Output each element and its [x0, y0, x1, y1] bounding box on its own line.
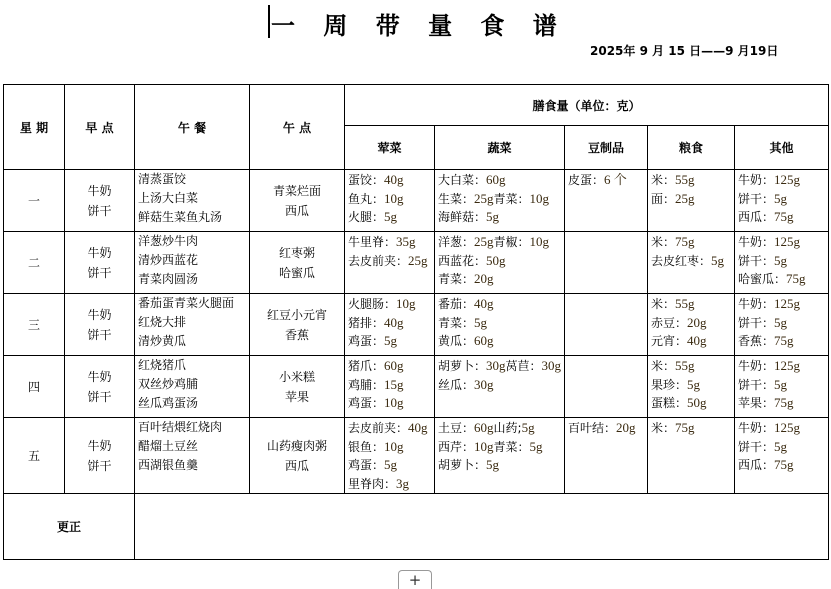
meat-amount-cell — [345, 418, 435, 494]
food-name: 青椒： — [493, 235, 530, 249]
table-row — [4, 232, 829, 294]
breakfast-cell-line: 饼干 — [87, 327, 112, 342]
grain-amount-line — [651, 332, 734, 351]
meat-amount-line — [348, 233, 434, 252]
other-amount-line — [738, 357, 828, 376]
lunch-cell — [135, 356, 250, 418]
food-quantity: 15g — [384, 376, 404, 392]
snack-cell-line: 小米糕 — [278, 369, 315, 384]
food-quantity: 75g — [786, 271, 806, 286]
lunch-cell-line: 上汤大白菜 — [138, 191, 199, 205]
header-snack: 午 点 — [250, 85, 345, 170]
vegetable-amount-line — [438, 438, 564, 457]
food-name: 鸡蛋： — [348, 396, 385, 410]
food-name: 胡萝卜： — [438, 458, 487, 472]
grain-amount-line — [651, 314, 734, 333]
food-quantity: 40g — [384, 314, 404, 330]
snack-cell-line: 苹果 — [284, 389, 309, 404]
lunch-cell-line: 丝瓜鸡蛋汤 — [138, 396, 199, 410]
food-quantity: 10g — [396, 296, 416, 311]
food-quantity: 5g — [774, 252, 788, 268]
food-quantity: 5g — [486, 209, 500, 224]
breakfast-cell-line: 牛奶 — [87, 307, 112, 322]
food-quantity: 25g — [474, 190, 494, 206]
text-cursor — [268, 5, 270, 38]
food-name: 果珍： — [651, 377, 688, 392]
other-amount-cell — [735, 294, 829, 356]
grain-amount-line — [651, 252, 734, 271]
vegetable-amount-line — [438, 314, 564, 333]
snack-cell-line: 青菜烂面 — [272, 183, 321, 198]
header-breakfast: 早 点 — [65, 85, 135, 170]
vegetable-amount-line — [438, 190, 564, 209]
snack-cell-line: 红枣粥 — [278, 245, 315, 260]
breakfast-cell-line: 饼干 — [87, 203, 112, 218]
food-quantity: 60g — [384, 358, 404, 373]
meat-amount-cell — [345, 356, 435, 418]
vegetable-amount-line — [438, 376, 564, 395]
food-name: 猪爪： — [348, 359, 385, 373]
breakfast-cell-line: 饼干 — [87, 389, 112, 404]
grain-amount-cell — [648, 356, 735, 418]
grain-amount-line — [651, 233, 734, 252]
meat-amount-line — [348, 208, 434, 227]
vegetable-amount-cell — [435, 356, 565, 418]
food-name: 蛋糕： — [651, 396, 688, 410]
other-amount-line — [738, 419, 828, 438]
meat-amount-cell — [345, 170, 435, 232]
food-quantity: 40g — [384, 172, 404, 187]
other-amount-line — [738, 252, 828, 271]
vegetable-amount-line — [438, 270, 564, 289]
soy-amount-cell — [565, 356, 648, 418]
food-name: 鱼丸： — [348, 191, 385, 206]
grain-amount-line — [651, 357, 734, 376]
soy-amount-cell — [565, 294, 648, 356]
food-name: 银鱼： — [348, 439, 385, 454]
food-quantity: 5g — [384, 333, 398, 348]
food-name: 番茄： — [438, 297, 475, 311]
soy-amount-cell — [565, 170, 648, 232]
lunch-cell — [135, 170, 250, 232]
food-quantity: 25g — [408, 252, 428, 268]
meat-amount-line — [348, 332, 434, 351]
vegetable-amount-line — [438, 332, 564, 351]
food-quantity: 50g — [486, 252, 506, 268]
breakfast-cell — [65, 418, 135, 494]
food-name: 牛奶： — [738, 297, 775, 311]
soy-amount-line — [568, 419, 647, 438]
food-name: 青菜： — [438, 272, 475, 286]
other-amount-line — [738, 208, 828, 227]
weekly-menu-table — [3, 84, 829, 560]
date-range: 2025年 9 月 15 日——9 月19日 — [590, 44, 779, 58]
lunch-cell-line: 醋熘土豆丝 — [138, 439, 199, 453]
lunch-cell-line: 清蒸蛋饺 — [138, 172, 187, 186]
food-quantity: 3g — [396, 475, 410, 491]
food-quantity: 5g — [687, 376, 701, 392]
food-quantity: 6 个 — [604, 172, 627, 187]
snack-cell-line: 香蕉 — [284, 327, 309, 342]
meat-amount-line — [348, 438, 434, 457]
other-amount-line — [738, 171, 828, 190]
food-name: 生菜： — [438, 191, 475, 206]
grain-amount-line — [651, 171, 734, 190]
other-amount-line — [738, 233, 828, 252]
food-quantity: 125g — [774, 172, 801, 187]
meat-amount-line — [348, 171, 434, 190]
other-amount-line — [738, 376, 828, 395]
breakfast-cell-line: 牛奶 — [87, 369, 112, 384]
food-name: 鸡蛋： — [348, 334, 385, 348]
table-row — [4, 356, 829, 418]
vegetable-amount-line — [438, 252, 564, 271]
grain-amount-line — [651, 295, 734, 314]
lunch-cell-line: 鲜菇生菜鱼丸汤 — [138, 210, 223, 224]
food-quantity: 5g — [486, 457, 500, 472]
vegetable-amount-line — [438, 233, 564, 252]
other-amount-cell — [735, 170, 829, 232]
lunch-cell — [135, 294, 250, 356]
food-name: 大白菜： — [438, 173, 487, 187]
food-quantity: 5g — [774, 190, 788, 206]
grain-amount-line — [651, 376, 734, 395]
weekday-cell: 五 — [4, 418, 65, 494]
food-quantity: 25g — [474, 234, 494, 249]
snack-cell-line: 山药瘦肉粥 — [266, 438, 327, 453]
lunch-cell — [135, 232, 250, 294]
food-name: 去皮红枣： — [651, 253, 712, 268]
food-name: 饼干： — [738, 253, 775, 268]
food-name: 青菜： — [438, 315, 475, 330]
meat-amount-line — [348, 252, 434, 271]
weekday-cell: 四 — [4, 356, 65, 418]
snack-cell-line: 西瓜 — [284, 203, 309, 218]
other-amount-line — [738, 394, 828, 413]
food-quantity: 10g — [384, 190, 404, 206]
breakfast-cell-line: 饼干 — [87, 265, 112, 280]
breakfast-cell-line: 牛奶 — [87, 183, 112, 198]
food-name: 土豆： — [438, 421, 475, 435]
vegetable-amount-cell — [435, 418, 565, 494]
food-quantity: 35g — [396, 234, 416, 249]
table-row — [4, 294, 829, 356]
food-quantity: 5g — [774, 376, 788, 392]
meat-amount-cell — [345, 232, 435, 294]
grain-amount-line — [651, 419, 734, 438]
food-quantity: 5g — [774, 314, 788, 330]
meat-amount-line — [348, 456, 434, 475]
food-quantity: 75g — [774, 395, 794, 410]
food-quantity: 5g — [474, 314, 488, 330]
other-amount-cell — [735, 418, 829, 494]
lunch-cell-line: 西湖银鱼羹 — [138, 458, 199, 472]
food-name: 西蓝花： — [438, 253, 487, 268]
soy-amount-cell — [565, 418, 648, 494]
food-quantity: 60g — [474, 333, 494, 348]
food-quantity: 10g — [384, 438, 404, 454]
food-name: 火腿肠： — [348, 297, 397, 311]
meat-amount-line — [348, 357, 434, 376]
food-quantity: 50g — [687, 395, 707, 410]
food-name: 米： — [651, 173, 676, 187]
food-quantity: 25g — [675, 190, 695, 206]
vegetable-amount-line — [438, 295, 564, 314]
breakfast-cell-line: 饼干 — [87, 458, 112, 473]
food-quantity: 75g — [675, 234, 695, 249]
grain-amount-cell — [648, 418, 735, 494]
snack-cell-line: 西瓜 — [284, 458, 309, 473]
breakfast-cell — [65, 294, 135, 356]
other-amount-line — [738, 314, 828, 333]
food-quantity: 55g — [675, 358, 695, 373]
grain-amount-cell — [648, 232, 735, 294]
snack-cell — [250, 418, 345, 494]
food-name: 饼干： — [738, 439, 775, 454]
other-amount-line — [738, 438, 828, 457]
lunch-cell — [135, 418, 250, 494]
grain-amount-cell — [648, 170, 735, 232]
food-name: 去皮前夹： — [348, 421, 409, 435]
food-quantity: 10g — [529, 190, 550, 206]
food-name: 皮蛋： — [568, 173, 605, 187]
food-quantity: 20g — [474, 271, 494, 286]
food-name: 火腿： — [348, 210, 385, 224]
food-quantity: 125g — [774, 234, 801, 249]
grain-amount-line — [651, 394, 734, 413]
page-title: 一 周 带 量 食 谱 — [271, 11, 567, 40]
vegetable-amount-cell — [435, 170, 565, 232]
table-row — [4, 418, 829, 494]
food-name: 青菜： — [493, 191, 530, 206]
food-name: 香蕉： — [738, 334, 775, 348]
food-name: 青菜： — [493, 439, 530, 454]
food-name: 米： — [651, 421, 676, 435]
other-amount-line — [738, 332, 828, 351]
food-quantity: 5g — [529, 438, 543, 454]
breakfast-cell — [65, 170, 135, 232]
food-name: 鸡蛋： — [348, 458, 385, 472]
correction-content[interactable] — [135, 494, 829, 560]
food-name: 饼干： — [738, 377, 775, 392]
food-name: 米： — [651, 359, 676, 373]
food-quantity: 40g — [474, 296, 494, 311]
meat-amount-line — [348, 376, 434, 395]
breakfast-cell — [65, 232, 135, 294]
food-name: 蛋饺： — [348, 173, 385, 187]
food-quantity: 40g — [687, 333, 707, 348]
food-quantity: 10g — [384, 395, 404, 410]
soy-amount-line — [568, 171, 647, 190]
food-quantity: 20g — [687, 314, 707, 330]
header-other: 其他 — [735, 126, 829, 170]
food-name: 黄瓜： — [438, 334, 475, 348]
table-row — [4, 170, 829, 232]
title-area — [0, 0, 831, 40]
meat-amount-line — [348, 295, 434, 314]
food-name: 胡萝卜： — [438, 359, 487, 373]
food-quantity: 30g — [474, 376, 494, 392]
lunch-cell-line: 双丝炒鸡脯 — [138, 377, 199, 391]
food-quantity: 75g — [675, 420, 695, 435]
snack-cell — [250, 294, 345, 356]
food-name: 牛奶： — [738, 235, 775, 249]
snack-cell-line: 哈蜜瓜 — [278, 265, 315, 280]
food-name: 元宵： — [651, 334, 688, 348]
food-quantity: 125g — [774, 420, 801, 435]
meat-amount-line — [348, 475, 434, 494]
food-name: 海鲜菇： — [438, 210, 487, 224]
header-vegetable: 蔬菜 — [435, 126, 565, 170]
food-name: 饼干： — [738, 315, 775, 330]
snack-cell — [250, 232, 345, 294]
food-name: 西瓜： — [738, 458, 775, 472]
food-name: 鸡脯： — [348, 377, 385, 392]
food-quantity: 40g — [408, 420, 428, 435]
lunch-cell-line: 清炒西蓝花 — [138, 253, 199, 267]
header-grain: 粮食 — [648, 126, 735, 170]
food-name: 饼干： — [738, 191, 775, 206]
food-name: 赤豆： — [651, 315, 688, 330]
vegetable-amount-cell — [435, 232, 565, 294]
food-quantity: 5g — [774, 438, 788, 454]
food-name: 牛里脊： — [348, 235, 397, 249]
food-name: 洋葱： — [438, 235, 475, 249]
lunch-cell-line: 番茄蛋青菜火腿面 — [138, 296, 235, 310]
meat-amount-line — [348, 314, 434, 333]
breakfast-cell-line: 牛奶 — [87, 438, 112, 453]
food-name: 里脊肉： — [348, 476, 397, 491]
header-weekday: 星 期 — [4, 85, 65, 170]
lunch-cell-line: 百叶结煨红烧肉 — [138, 420, 223, 434]
breakfast-cell — [65, 356, 135, 418]
food-quantity: 125g — [774, 296, 801, 311]
food-name: 牛奶： — [738, 173, 775, 187]
food-quantity: 60g — [474, 420, 494, 435]
food-name: 牛奶： — [738, 359, 775, 373]
vegetable-amount-line — [438, 419, 564, 438]
correction-row — [4, 494, 829, 560]
snack-cell-line: 红豆小元宵 — [266, 307, 327, 322]
food-quantity: 55g — [675, 172, 695, 187]
grain-amount-line — [651, 190, 734, 209]
food-name: 百叶结： — [568, 421, 617, 435]
snack-cell — [250, 170, 345, 232]
food-quantity: 5g — [384, 209, 398, 224]
other-amount-line — [738, 270, 828, 289]
food-name: 哈蜜瓜： — [738, 272, 787, 286]
lunch-cell-line: 红烧大排 — [138, 315, 187, 329]
other-amount-cell — [735, 356, 829, 418]
food-quantity: 5g — [384, 457, 398, 472]
add-row-button[interactable] — [398, 570, 432, 589]
food-quantity: 125g — [774, 358, 801, 373]
vegetable-amount-line — [438, 208, 564, 227]
correction-label: 更正 — [4, 494, 135, 560]
food-name: 苹果： — [738, 396, 775, 410]
lunch-cell-line: 清炒黄瓜 — [138, 334, 187, 348]
lunch-cell-line: 青菜肉圆汤 — [138, 272, 199, 286]
snack-cell — [250, 356, 345, 418]
other-amount-line — [738, 295, 828, 314]
food-name: 牛奶： — [738, 421, 775, 435]
header-meat: 荤菜 — [345, 126, 435, 170]
food-quantity: 20g — [616, 420, 636, 435]
food-name: 米： — [651, 235, 676, 249]
meat-amount-line — [348, 419, 434, 438]
food-quantity: 60g — [486, 172, 506, 187]
food-name: 山药; — [493, 421, 522, 435]
other-amount-line — [738, 456, 828, 475]
food-name: 面： — [651, 191, 676, 206]
food-name: 西芹： — [438, 439, 475, 454]
food-quantity: 30g — [541, 358, 562, 373]
breakfast-cell-line: 牛奶 — [87, 245, 112, 260]
food-name: 丝瓜： — [438, 377, 475, 392]
header-lunch: 午 餐 — [135, 85, 250, 170]
meat-amount-cell — [345, 294, 435, 356]
food-quantity: 30g — [486, 358, 506, 373]
food-quantity: 55g — [675, 296, 695, 311]
food-name: 西瓜： — [738, 210, 775, 224]
food-name: 去皮前夹： — [348, 253, 409, 268]
vegetable-amount-line — [438, 357, 564, 376]
other-amount-line — [738, 190, 828, 209]
food-name: 米： — [651, 297, 676, 311]
vegetable-amount-cell — [435, 294, 565, 356]
food-quantity: 75g — [774, 333, 794, 348]
soy-amount-cell — [565, 232, 648, 294]
lunch-cell-line: 红烧猪爪 — [138, 358, 187, 372]
food-quantity: 75g — [774, 209, 794, 224]
header-soy: 豆制品 — [565, 126, 648, 170]
other-amount-cell — [735, 232, 829, 294]
food-quantity: 75g — [774, 457, 794, 472]
weekday-cell: 三 — [4, 294, 65, 356]
plus-icon: + — [408, 571, 422, 589]
meat-amount-line — [348, 394, 434, 413]
food-name: 猪排： — [348, 315, 385, 330]
header-intake-group: 膳食量（单位：克） — [345, 85, 829, 126]
weekday-cell: 一 — [4, 170, 65, 232]
food-quantity: 5g — [711, 252, 725, 268]
grain-amount-cell — [648, 294, 735, 356]
food-name: 莴苣： — [505, 359, 542, 373]
vegetable-amount-line — [438, 456, 564, 475]
lunch-cell-line: 洋葱炒牛肉 — [138, 234, 199, 248]
food-quantity: 10g — [529, 234, 550, 249]
meat-amount-line — [348, 190, 434, 209]
food-quantity: 5g — [521, 420, 535, 435]
food-quantity: 10g — [474, 438, 494, 454]
weekday-cell: 二 — [4, 232, 65, 294]
vegetable-amount-line — [438, 171, 564, 190]
